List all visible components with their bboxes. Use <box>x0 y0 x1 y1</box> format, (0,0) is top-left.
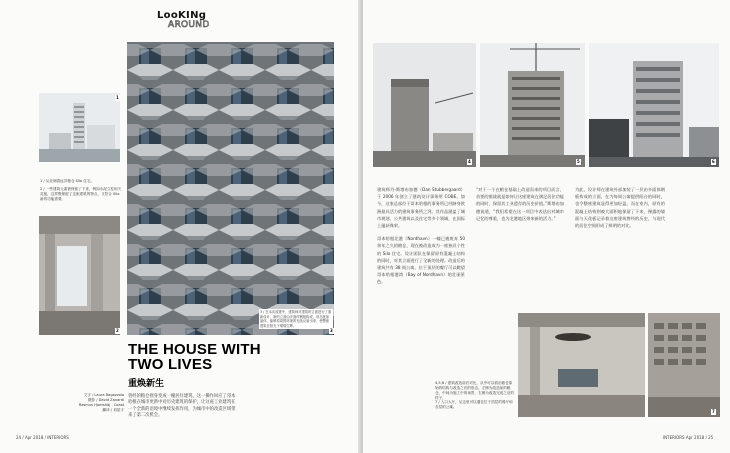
body-column-1 <box>377 186 465 292</box>
body-column-3 <box>575 186 665 235</box>
body-paragraph: 建筑师丹·斯塔布加德（Dan Stubbergaard）于 2006 年创立了建筑设计事务所 COBE。如今，这家总部位于哥本哈根的事务所已经跻身欧洲最具活力的建筑事务所之列。其作品涵盖了城市规划、公共建筑以及住宅等多个领域，在国际上屡获殊荣。 <box>377 187 465 229</box>
photo-number: 5 <box>577 159 580 164</box>
credit-line: 摄影 / David Zanardi <box>87 398 124 402</box>
old-silo-photo <box>373 43 476 167</box>
article-credits <box>70 393 124 413</box>
body-paragraph: 为此，设计师在建筑外部加装了一层由多面体钢板构成的立面，在为每间公寓提供阳台的同时，也令整座建筑显得更加轻盈。而在室内，原有的混凝土结构则被大面积地保留了下来，裸露的墙面与天花板记录着这座建筑曾经的历史，与现代的居住空间形成了鲜明的对比。 <box>575 187 665 229</box>
article-deck: 曾经的粮仓摇身变成一幢居住建筑。这一操作回应了哥本哈根在城市更新中对历史建筑的保护，让这座工业建筑在一个全新的语境中继续发挥作用，为城市中的改造区域带来了第二次机会。 <box>128 394 236 419</box>
section-label: AROUND <box>168 20 210 30</box>
body-column-2 <box>476 186 564 228</box>
facade-balconies-photo <box>127 42 334 335</box>
lobby-interior-photo <box>648 313 720 417</box>
caption-photo-1: 1 / 从北侧看远洋粮仓 Silo 住宅。 <box>40 179 95 183</box>
caption-photo-2: 2 / 一些建筑元素被保留了下来，例如水泥立柱和天花板，这样既保留了这座建筑的特点，又符合 Silo 新的功能需要。 <box>40 187 122 201</box>
caption-photos-4-6: 4,5,6 / 建筑改造前后对比，从中可以看出粮仓原始的结构与改造之后的形态。左侧为改造前的粮仓，中间为施工中的场景，右侧为改造完成之后的样子。 <box>435 381 515 400</box>
finished-building-photo <box>589 43 719 167</box>
interior-column-photo <box>39 216 120 335</box>
photo-number: 7 <box>712 409 715 414</box>
photo-number: 4 <box>468 159 471 164</box>
photo-number: 1 <box>116 95 119 100</box>
photo-number: 2 <box>116 328 119 333</box>
body-paragraph: 哥本哈根北港（Nordhavn）一幢已被废弃 50 余年之久的粮仓，现在被改造成为一座独具个性的 Silo 住宅。设计团队在保留原有混凝土结构的同时，对其立面进行了全新的处理。改造后的建筑共有 38 间公寓，位于顶层的餐厅可以眺望哥本哈根港湾（Bay of Nordhavn）的壮丽景色。 <box>377 236 465 285</box>
lobby-interior-photo <box>518 313 645 417</box>
page-folio: INTERIORS Apr 2018 / 25 <box>663 435 714 440</box>
caption-photo-7: 7 / 入口大厅，从这里可以通往位于顶层的餐厅和各层的公寓。 <box>435 400 513 409</box>
photo-number: 6 <box>712 159 715 164</box>
credit-line: 文字 / Laura Ragazzola <box>83 393 124 397</box>
right-page <box>363 0 730 453</box>
caption-photo-3: 3 / 在本次改建中，建筑师对建筑的立面进行了重新设计，新的立面由多面体钢板构成，形态犹如晶体，能够将周围环境的光线反射出来，使整座建筑在阳光下熠熠生辉。 <box>260 310 332 328</box>
article-title: THE HOUSE WITH TWO LIVES <box>128 341 261 373</box>
left-page <box>0 0 361 453</box>
photo-number: 3 <box>330 328 333 333</box>
brand-logo: LooKINg <box>157 10 207 21</box>
tower-exterior-photo <box>39 93 120 162</box>
body-paragraph: “对于一个在粮仓基础上改造而来的项目而言，首要的挑战就是如何让这座建筑在满足居住功能的同时，保留其工业遗存的历史价值。”斯塔布加德说道，“我们希望在这一项目中表达出对城市记忆的尊重，也为北港地区带来新的活力。” <box>476 187 565 221</box>
construction-photo <box>480 43 585 167</box>
credit-line: Rasmus Hjortshöj - Coast <box>78 403 124 407</box>
credit-line: 翻译 / 刘星宇 <box>102 408 124 412</box>
page-folio: 24 / Apr 2018 / INTERIORS <box>16 435 69 440</box>
article-subtitle: 重焕新生 <box>128 379 165 389</box>
